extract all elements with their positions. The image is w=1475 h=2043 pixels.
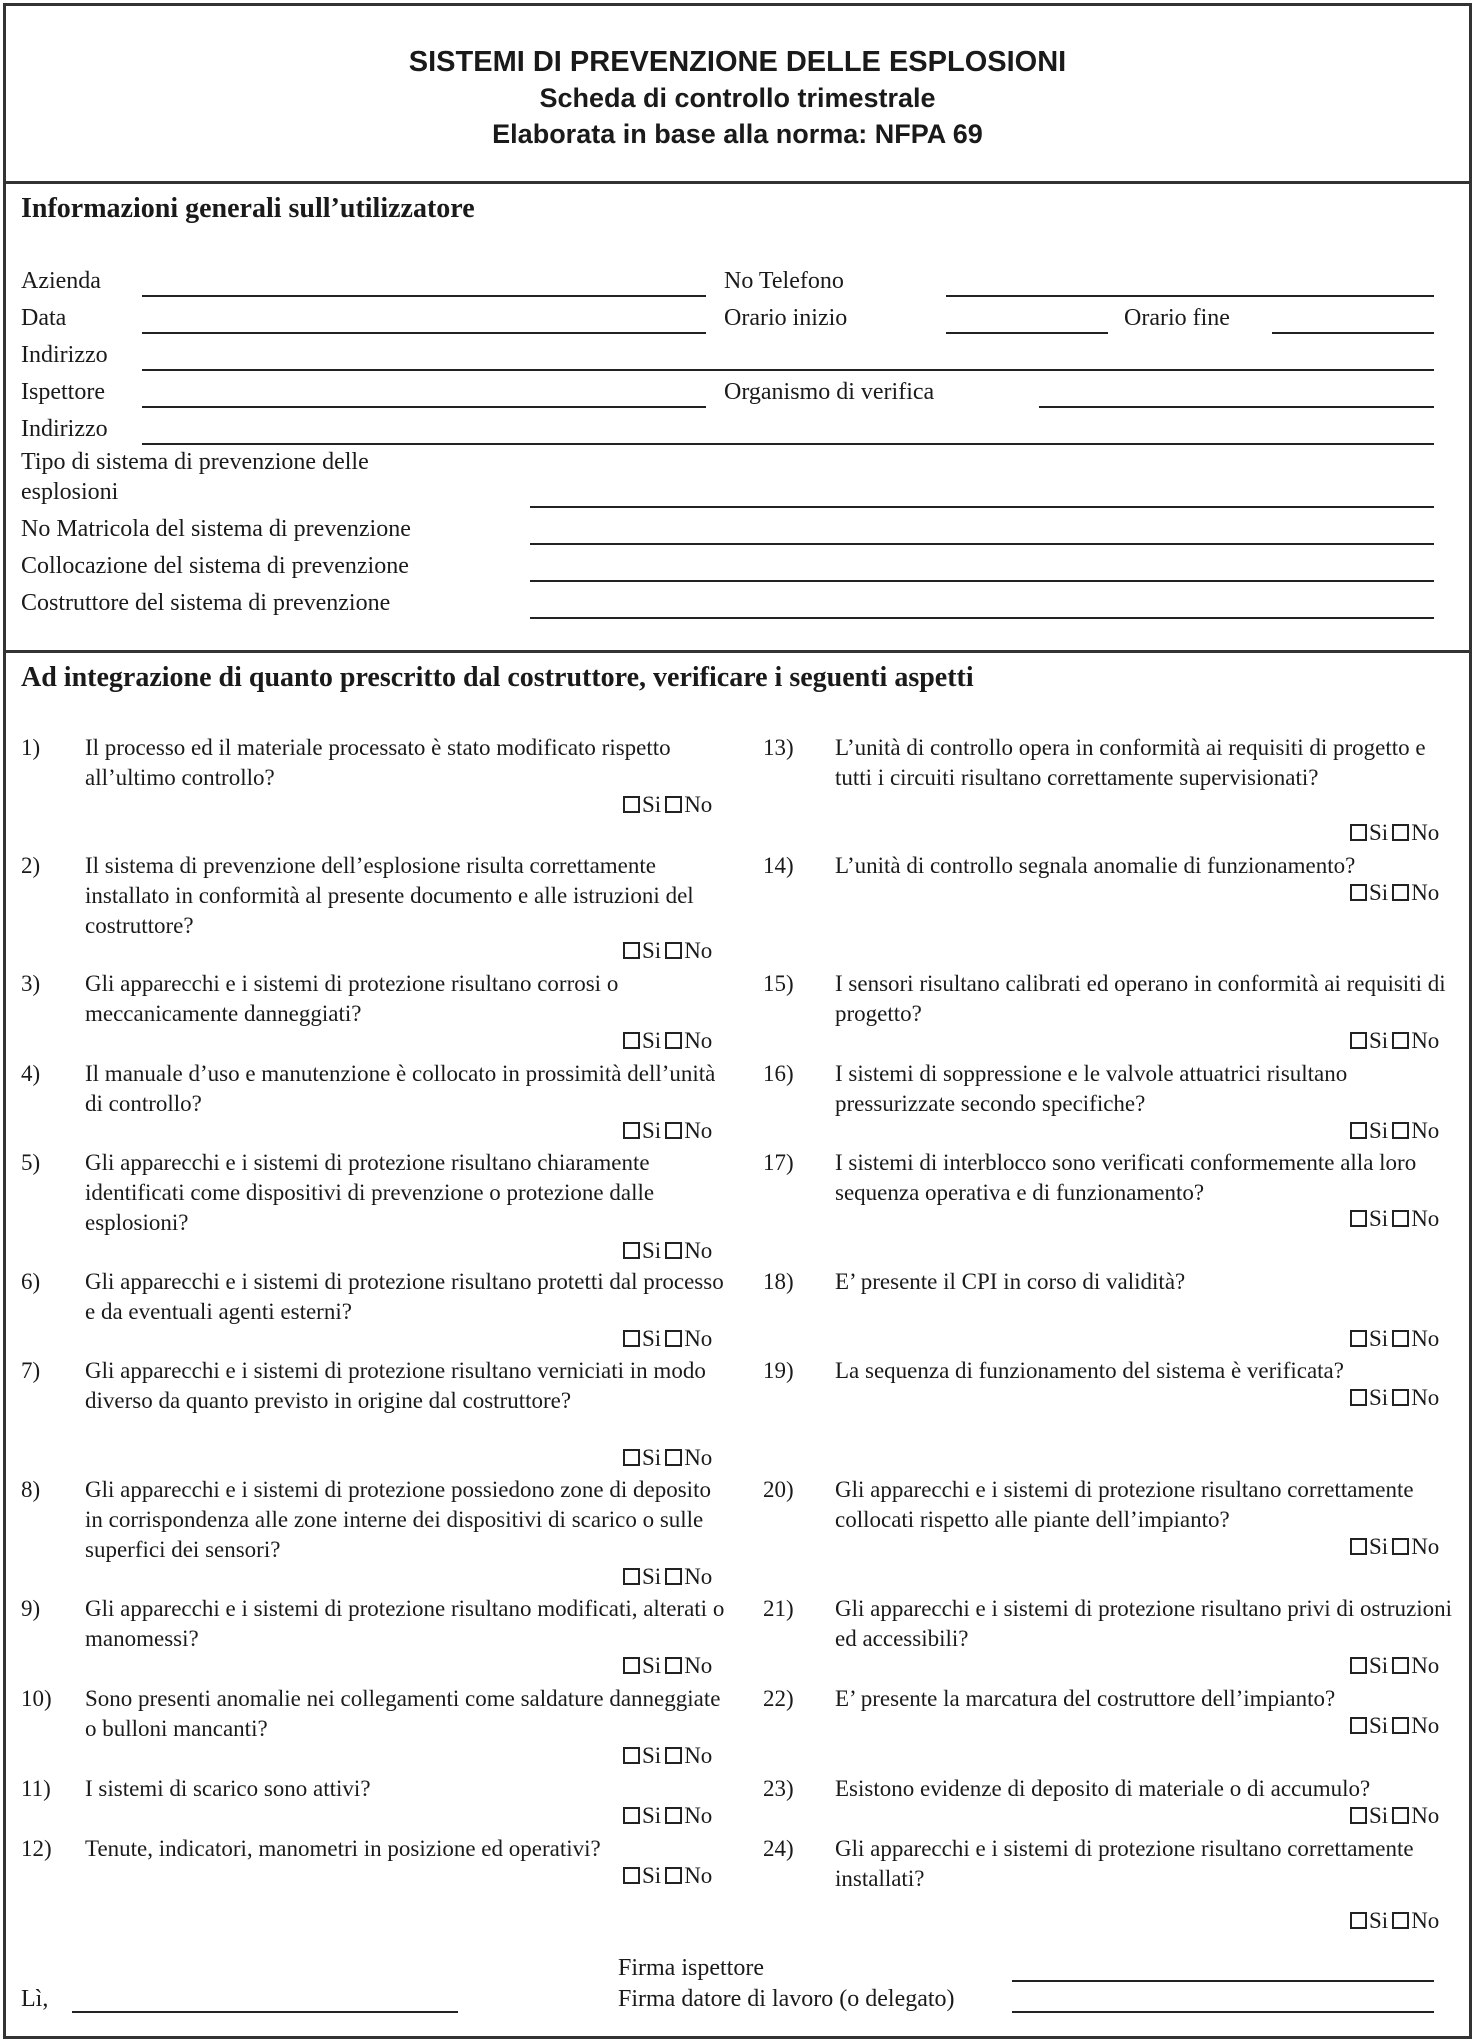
ispettore-label: Ispettore — [21, 379, 105, 405]
yes-no-options — [623, 791, 712, 819]
no-label: No — [684, 1803, 713, 1828]
yes-label: Si — [1369, 1118, 1389, 1143]
no-option — [665, 1802, 712, 1830]
item-number: 3) — [21, 971, 41, 996]
no-checkbox[interactable] — [1392, 1210, 1409, 1227]
item-question: Gli apparecchi e i sistemi di protezione risultano correttamente collocati rispetto alle piante dell’impianto? — [835, 1477, 1414, 1532]
no-checkbox[interactable] — [1392, 1538, 1409, 1555]
matricola-label: No Matricola del sistema di prevenzione — [21, 516, 411, 542]
no-checkbox[interactable] — [1392, 1389, 1409, 1406]
no-option — [665, 1237, 712, 1265]
yes-no-options — [1350, 819, 1439, 847]
data-field[interactable] — [142, 332, 706, 334]
yes-option — [623, 1802, 661, 1830]
no-label: No — [1411, 1385, 1440, 1410]
collocazione-label: Collocazione del sistema di prevenzione — [21, 553, 409, 579]
no-label: No — [1411, 1118, 1440, 1143]
no-option — [665, 1117, 712, 1145]
orario-fine-field[interactable] — [1272, 332, 1434, 334]
yes-label: Si — [642, 1238, 662, 1263]
no-checkbox[interactable] — [1392, 884, 1409, 901]
item-number: 1) — [21, 735, 41, 760]
firma-ispettore-label: Firma ispettore — [618, 1955, 764, 1981]
no-checkbox[interactable] — [665, 1568, 682, 1585]
item-question: Gli apparecchi e i sistemi di protezione risultano chiaramente identificati come dispositivi di prevenzione o protezione dalle esplosioni? — [85, 1150, 655, 1235]
item-number: 20) — [763, 1477, 794, 1502]
yes-label: Si — [1369, 1653, 1389, 1678]
firma-datore-field[interactable] — [1012, 2011, 1434, 2013]
orario-inizio-label: Orario inizio — [724, 305, 848, 331]
yes-no-options — [1350, 1712, 1439, 1740]
no-option — [665, 937, 712, 965]
indirizzo-field[interactable] — [142, 369, 1434, 371]
item-number: 18) — [763, 1269, 794, 1294]
item-question: L’unità di controllo segnala anomalie di funzionamento? — [835, 853, 1356, 878]
yes-option — [1350, 1205, 1388, 1233]
yes-option — [1350, 1027, 1388, 1055]
azienda-field[interactable] — [142, 295, 706, 297]
item-question: I sensori risultano calibrati ed operano in conformità ai requisiti di progetto? — [835, 971, 1446, 1026]
item-number: 15) — [763, 971, 794, 996]
yes-checkbox[interactable] — [623, 1747, 640, 1764]
yes-label: Si — [642, 1326, 662, 1351]
orario-fine-label: Orario fine — [1124, 305, 1230, 331]
no-option — [1392, 1117, 1439, 1145]
no-label: No — [1411, 1803, 1440, 1828]
yes-checkbox[interactable] — [623, 1242, 640, 1259]
yes-option — [623, 1444, 661, 1472]
no-label: No — [684, 1743, 713, 1768]
yes-checkbox[interactable] — [623, 796, 640, 813]
yes-checkbox[interactable] — [1350, 1122, 1367, 1139]
matricola-field[interactable] — [530, 543, 1434, 545]
item-question: L’unità di controllo opera in conformità ai requisiti di progetto e tutti i circuiti risultano correttamente supervisionati? — [835, 735, 1426, 790]
no-label: No — [1411, 880, 1440, 905]
yes-label: Si — [642, 1564, 662, 1589]
ispettore-field[interactable] — [142, 406, 706, 408]
no-checkbox[interactable] — [1392, 1657, 1409, 1674]
yes-checkbox[interactable] — [1350, 1912, 1367, 1929]
no-checkbox[interactable] — [1392, 1807, 1409, 1824]
no-label: No — [684, 1653, 713, 1678]
yes-option — [1350, 1652, 1388, 1680]
yes-no-options — [623, 1027, 712, 1055]
form-header — [6, 6, 1469, 184]
organismo-field[interactable] — [1039, 406, 1434, 408]
tipo-sistema-label-1: Tipo di sistema di prevenzione delle — [21, 449, 369, 475]
item-number: 7) — [21, 1358, 41, 1383]
yes-checkbox[interactable] — [623, 1122, 640, 1139]
yes-no-options — [1350, 1802, 1439, 1830]
item-number: 19) — [763, 1358, 794, 1383]
no-option — [665, 1563, 712, 1591]
item-number: 12) — [21, 1836, 52, 1861]
no-option — [1392, 1652, 1439, 1680]
item-question: Il manuale d’uso e manutenzione è collocato in prossimità dell’unità di controllo? — [85, 1061, 716, 1116]
no-checkbox[interactable] — [665, 796, 682, 813]
item-question: Il sistema di prevenzione dell’esplosione risulta correttamente installato in conformità al presente documento e alle istruzioni del costruttore? — [85, 853, 694, 938]
yes-checkbox[interactable] — [623, 1568, 640, 1585]
no-label: No — [1411, 1908, 1440, 1933]
yes-label: Si — [1369, 820, 1389, 845]
yes-label: Si — [1369, 1803, 1389, 1828]
no-label: No — [684, 1863, 713, 1888]
place-date-field[interactable] — [72, 2011, 458, 2013]
yes-no-options — [623, 1652, 712, 1680]
no-checkbox[interactable] — [1392, 1330, 1409, 1347]
no-option — [1392, 1384, 1439, 1412]
no-option — [665, 1027, 712, 1055]
no-checkbox[interactable] — [1392, 1912, 1409, 1929]
item-number: 6) — [21, 1269, 41, 1294]
item-number: 11) — [21, 1776, 51, 1801]
no-checkbox[interactable] — [665, 942, 682, 959]
no-checkbox[interactable] — [665, 1747, 682, 1764]
yes-option — [1350, 1117, 1388, 1145]
item-number: 21) — [763, 1596, 794, 1621]
item-number: 16) — [763, 1061, 794, 1086]
yes-checkbox[interactable] — [1350, 824, 1367, 841]
item-number: 10) — [21, 1686, 52, 1711]
yes-no-options — [623, 1802, 712, 1830]
yes-label: Si — [1369, 1385, 1389, 1410]
yes-option — [623, 937, 661, 965]
yes-option — [1350, 879, 1388, 907]
no-option — [1392, 1533, 1439, 1561]
azienda-label: Azienda — [21, 268, 101, 294]
yes-option — [623, 1563, 661, 1591]
item-number: 13) — [763, 735, 794, 760]
no-checkbox[interactable] — [665, 1657, 682, 1674]
yes-option — [1350, 1533, 1388, 1561]
checklist-section — [6, 653, 1469, 2042]
item-number: 22) — [763, 1686, 794, 1711]
item-question: Tenute, indicatori, manometri in posizione ed operativi? — [85, 1836, 601, 1861]
no-label: No — [1411, 1534, 1440, 1559]
yes-checkbox[interactable] — [1350, 1210, 1367, 1227]
yes-checkbox[interactable] — [623, 1449, 640, 1466]
no-option — [665, 1325, 712, 1353]
item-question: Gli apparecchi e i sistemi di protezione possiedono zone di deposito in corrispondenza alle zone interne dei dispositivi di scarico o sulle superfici dei sensori? — [85, 1477, 711, 1562]
organismo-label: Organismo di verifica — [724, 379, 935, 405]
no-option — [1392, 1325, 1439, 1353]
yes-checkbox[interactable] — [1350, 884, 1367, 901]
item-number: 4) — [21, 1061, 41, 1086]
no-label: No — [1411, 1326, 1440, 1351]
yes-option — [1350, 1802, 1388, 1830]
general-info-section — [6, 184, 1469, 653]
tipo-sistema-label-2: esplosioni — [21, 479, 119, 505]
item-number: 9) — [21, 1596, 41, 1621]
yes-label: Si — [642, 1863, 662, 1888]
yes-option — [623, 1652, 661, 1680]
yes-no-options — [1350, 1533, 1439, 1561]
no-option — [1392, 1802, 1439, 1830]
yes-label: Si — [1369, 1028, 1389, 1053]
no-checkbox[interactable] — [665, 1867, 682, 1884]
no-checkbox[interactable] — [665, 1032, 682, 1049]
yes-no-options — [623, 1862, 712, 1890]
item-number: 8) — [21, 1477, 41, 1502]
yes-option — [623, 1325, 661, 1353]
no-option — [665, 1742, 712, 1770]
item-question: I sistemi di soppressione e le valvole attuatrici risultano pressurizzate secondo specifiche? — [835, 1061, 1348, 1116]
item-number: 23) — [763, 1776, 794, 1801]
item-question: Gli apparecchi e i sistemi di protezione risultano correttamente installati? — [835, 1836, 1414, 1891]
no-option — [665, 1862, 712, 1890]
indirizzo-label: Indirizzo — [21, 342, 108, 368]
yes-label: Si — [1369, 1326, 1389, 1351]
no-label: No — [1411, 1653, 1440, 1678]
yes-label: Si — [1369, 1908, 1389, 1933]
indirizzo-ispettore-label: Indirizzo — [21, 416, 108, 442]
no-checkbox[interactable] — [1392, 824, 1409, 841]
no-option — [1392, 879, 1439, 907]
yes-label: Si — [1369, 1713, 1389, 1738]
no-checkbox[interactable] — [665, 1449, 682, 1466]
yes-option — [623, 1862, 661, 1890]
yes-label: Si — [642, 1653, 662, 1678]
costruttore-label: Costruttore del sistema di prevenzione — [21, 590, 391, 616]
no-checkbox[interactable] — [1392, 1122, 1409, 1139]
telefono-label: No Telefono — [724, 268, 844, 294]
item-question: Gli apparecchi e i sistemi di protezione risultano modificati, alterati o manomessi? — [85, 1596, 725, 1651]
yes-no-options — [623, 1563, 712, 1591]
yes-option — [1350, 819, 1388, 847]
yes-no-options — [623, 1444, 712, 1472]
no-option — [1392, 1205, 1439, 1233]
yes-no-options — [623, 1117, 712, 1145]
item-number: 17) — [763, 1150, 794, 1175]
yes-checkbox[interactable] — [623, 1032, 640, 1049]
tipo-sistema-field[interactable] — [530, 506, 1434, 508]
yes-option — [1350, 1384, 1388, 1412]
item-number: 14) — [763, 853, 794, 878]
yes-label: Si — [642, 1803, 662, 1828]
no-option — [1392, 1907, 1439, 1935]
yes-option — [623, 1742, 661, 1770]
yes-option — [1350, 1325, 1388, 1353]
item-number: 5) — [21, 1150, 41, 1175]
item-question: Sono presenti anomalie nei collegamenti come saldature danneggiate o bulloni mancanti? — [85, 1686, 721, 1741]
yes-checkbox[interactable] — [623, 942, 640, 959]
yes-label: Si — [1369, 880, 1389, 905]
yes-checkbox[interactable] — [623, 1657, 640, 1674]
yes-checkbox[interactable] — [623, 1867, 640, 1884]
item-question: Gli apparecchi e i sistemi di protezione risultano protetti dal processo e da eventuali agenti esterni? — [85, 1269, 724, 1324]
item-number: 24) — [763, 1836, 794, 1861]
yes-checkbox[interactable] — [1350, 1717, 1367, 1734]
orario-inizio-field[interactable] — [946, 332, 1108, 334]
no-checkbox[interactable] — [1392, 1032, 1409, 1049]
form-title: SISTEMI DI PREVENZIONE DELLE ESPLOSIONI — [408, 46, 1067, 78]
yes-checkbox[interactable] — [1350, 1807, 1367, 1824]
yes-no-options — [1350, 1027, 1439, 1055]
yes-checkbox[interactable] — [1350, 1330, 1367, 1347]
form-subtitle: Scheda di controllo trimestrale — [539, 83, 936, 113]
no-label: No — [1411, 1206, 1440, 1231]
yes-label: Si — [642, 1118, 662, 1143]
yes-checkbox[interactable] — [1350, 1538, 1367, 1555]
data-label: Data — [21, 305, 67, 331]
no-label: No — [684, 1326, 713, 1351]
yes-label: Si — [642, 1445, 662, 1470]
no-option — [1392, 819, 1439, 847]
costruttore-field[interactable] — [530, 617, 1434, 619]
yes-option — [1350, 1907, 1388, 1935]
no-option — [665, 1652, 712, 1680]
no-label: No — [684, 1238, 713, 1263]
no-option — [1392, 1712, 1439, 1740]
item-number: 2) — [21, 853, 41, 878]
no-checkbox[interactable] — [665, 1807, 682, 1824]
no-checkbox[interactable] — [665, 1330, 682, 1347]
yes-checkbox[interactable] — [1350, 1389, 1367, 1406]
no-label: No — [684, 1118, 713, 1143]
firma-ispettore-field[interactable] — [1012, 1980, 1434, 1982]
yes-label: Si — [1369, 1206, 1389, 1231]
yes-label: Si — [642, 1743, 662, 1768]
yes-option — [1350, 1712, 1388, 1740]
item-question: E’ presente il CPI in corso di validità? — [835, 1269, 1186, 1294]
telefono-field[interactable] — [946, 295, 1434, 297]
yes-label: Si — [1369, 1534, 1389, 1559]
no-label: No — [684, 1445, 713, 1470]
inspection-form — [3, 3, 1472, 2039]
yes-no-options — [1350, 1117, 1439, 1145]
item-question: I sistemi di scarico sono attivi? — [85, 1776, 371, 1801]
no-label: No — [1411, 820, 1440, 845]
item-question: Il processo ed il materiale processato è stato modificato rispetto all’ultimo controllo? — [85, 735, 671, 790]
no-label: No — [684, 1564, 713, 1589]
yes-no-options — [623, 937, 712, 965]
no-checkbox[interactable] — [665, 1242, 682, 1259]
yes-checkbox[interactable] — [1350, 1657, 1367, 1674]
no-checkbox[interactable] — [665, 1122, 682, 1139]
yes-no-options — [623, 1742, 712, 1770]
yes-label: Si — [642, 1028, 662, 1053]
yes-option — [623, 791, 661, 819]
firma-datore-label: Firma datore di lavoro (o delegato) — [618, 1986, 955, 2012]
yes-label: Si — [642, 938, 662, 963]
yes-no-options — [1350, 1384, 1439, 1412]
item-question: Gli apparecchi e i sistemi di protezione risultano privi di ostruzioni ed accessibili? — [835, 1596, 1453, 1651]
yes-checkbox[interactable] — [623, 1807, 640, 1824]
item-question: La sequenza di funzionamento del sistema è verificata? — [835, 1358, 1344, 1383]
item-question: Esistono evidenze di deposito di materiale o di accumulo? — [835, 1776, 1371, 1801]
yes-no-options — [1350, 1325, 1439, 1353]
no-label: No — [1411, 1713, 1440, 1738]
yes-option — [623, 1027, 661, 1055]
no-label: No — [684, 792, 713, 817]
yes-checkbox[interactable] — [623, 1330, 640, 1347]
general-info-title: Informazioni generali sull’utilizzatore — [21, 193, 475, 224]
yes-checkbox[interactable] — [1350, 1032, 1367, 1049]
no-label: No — [1411, 1028, 1440, 1053]
item-question: Gli apparecchi e i sistemi di protezione risultano verniciati in modo diverso da quanto previsto in origine dal costruttore? — [85, 1358, 706, 1413]
no-label: No — [684, 938, 713, 963]
yes-label: Si — [642, 792, 662, 817]
yes-no-options — [1350, 1205, 1439, 1233]
yes-option — [623, 1237, 661, 1265]
yes-no-options — [623, 1325, 712, 1353]
no-checkbox[interactable] — [1392, 1717, 1409, 1734]
yes-no-options — [1350, 1907, 1439, 1935]
indirizzo-ispettore-field[interactable] — [142, 443, 1434, 445]
yes-no-options — [1350, 1652, 1439, 1680]
checklist-title: Ad integrazione di quanto prescritto dal costruttore, verificare i seguenti aspetti — [21, 662, 974, 693]
item-question: Gli apparecchi e i sistemi di protezione risultano corrosi o meccanicamente danneggiati? — [85, 971, 619, 1026]
no-label: No — [684, 1028, 713, 1053]
form-norm: Elaborata in base alla norma: NFPA 69 — [492, 119, 983, 149]
yes-option — [623, 1117, 661, 1145]
collocazione-field[interactable] — [530, 580, 1434, 582]
place-label: Lì, — [21, 1986, 49, 2012]
yes-no-options — [623, 1237, 712, 1265]
no-option — [1392, 1027, 1439, 1055]
no-option — [665, 1444, 712, 1472]
no-option — [665, 791, 712, 819]
yes-no-options — [1350, 879, 1439, 907]
item-question: I sistemi di interblocco sono verificati conformemente alla loro sequenza operativa e di funzionamento? — [835, 1150, 1417, 1205]
item-question: E’ presente la marcatura del costruttore dell’impianto? — [835, 1686, 1336, 1711]
